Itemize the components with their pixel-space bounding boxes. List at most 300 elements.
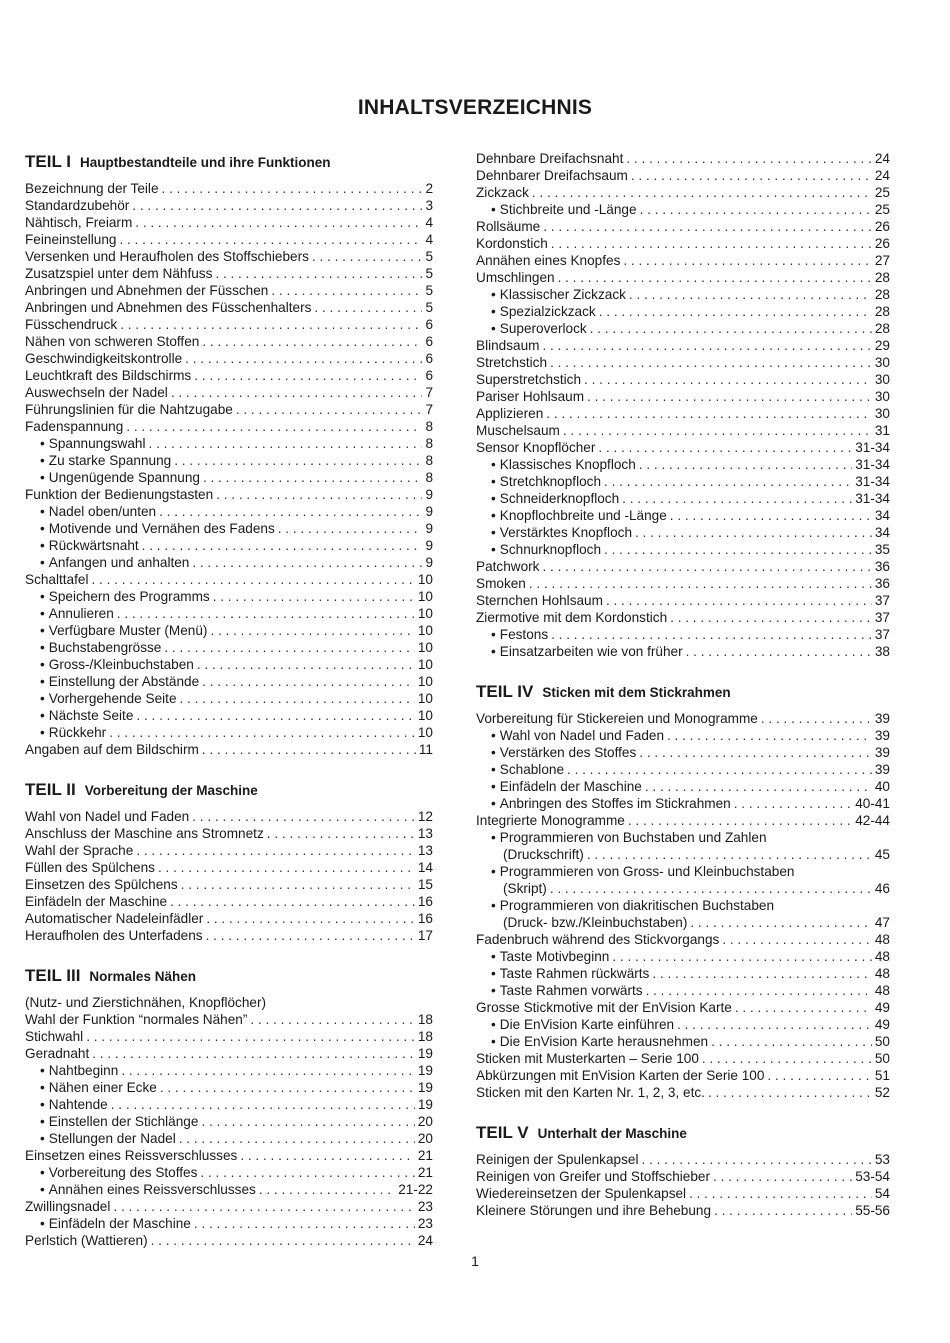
entry-page-number: 51 (874, 1068, 890, 1083)
entry-label: Fadenspannung (25, 419, 124, 434)
entry-label: Automatischer Nadeleinfädler (25, 911, 204, 926)
entry-page-number: 48 (874, 966, 890, 981)
entry-label: • Zu starke Spannung (48, 453, 172, 468)
leader-dots (767, 1067, 871, 1084)
entry-label: Programmieren von Gross- und Kleinbuchstaben (499, 864, 795, 879)
entry-label: • Taste Motivbeginn (499, 949, 610, 964)
toc-entry (25, 741, 433, 758)
toc-subentry (476, 320, 890, 337)
entry-page-number: 11 (418, 742, 433, 757)
entry-page-number: 21-22 (398, 1182, 433, 1197)
entry-page-number: 8 (425, 470, 433, 485)
entry-label: Grosse Stickmotive mit der EnVision Karte (476, 1000, 732, 1015)
entry-label: • Schneiderknopfloch (499, 491, 620, 506)
entry-page-number: 10 (417, 674, 433, 689)
leader-dots (202, 673, 415, 690)
entry-label: Annähen eines Knopfes (476, 253, 621, 268)
leader-dots (271, 282, 422, 299)
leader-dots (714, 1202, 852, 1219)
toc-subentry (476, 1016, 890, 1033)
entry-label: • Superoverlock (499, 321, 587, 336)
leader-dots (587, 846, 872, 863)
leader-dots (206, 910, 415, 927)
toc-subentry (25, 1096, 433, 1113)
section-title: Unterhalt der Maschine (537, 1126, 687, 1141)
leader-dots (117, 605, 415, 622)
leader-dots (179, 1130, 415, 1147)
entry-page-number: 19 (417, 1046, 433, 1061)
leader-dots (626, 150, 872, 167)
entry-label: Wahl der Funktion “normales Nähen” (25, 1012, 248, 1027)
entry-label: Rollsäume (476, 219, 541, 234)
entry-label: • Taste Rahmen vorwärts (499, 983, 643, 998)
entry-page-number: 21 (417, 1165, 433, 1180)
entry-label: Umschlingen (476, 270, 555, 285)
toc-entry (25, 1011, 433, 1028)
section-heading (25, 780, 433, 800)
leader-dots (690, 914, 872, 931)
entry-page-number: 6 (425, 351, 433, 366)
page-title: INHALTSVERZEICHNIS (357, 96, 593, 119)
entry-page-number: 30 (874, 355, 890, 370)
entry-page-number: 18 (417, 1029, 433, 1044)
entry-label: • Stellungen der Nadel (48, 1131, 176, 1146)
toc-entry (476, 609, 890, 626)
entry-page-number: 10 (417, 657, 433, 672)
entry-label: (Skript) (503, 881, 547, 896)
entry-page-number: 5 (425, 266, 433, 281)
toc-subentry (476, 948, 890, 965)
toc-subentry (25, 639, 433, 656)
toc-subentry-continuation (476, 914, 890, 931)
leader-dots (670, 609, 872, 626)
entry-label: Reinigen der Spulenkapsel (476, 1152, 639, 1167)
leader-dots (109, 724, 415, 741)
leader-dots (542, 337, 871, 354)
leader-dots (120, 316, 422, 333)
toc-left-column (25, 150, 433, 1249)
entry-label: Schalttafel (25, 572, 89, 587)
entry-page-number: 18 (417, 1012, 433, 1027)
entry-page-number: 36 (874, 576, 890, 591)
leader-dots (267, 825, 415, 842)
entry-page-number: 8 (425, 436, 433, 451)
entry-page-number: 6 (425, 368, 433, 383)
entry-label: Einsetzen eines Reissverschlusses (25, 1148, 238, 1163)
entry-page-number: 2 (425, 181, 433, 196)
entry-label: • Nähen einer Ecke (48, 1080, 157, 1095)
entry-label: Sensor Knopflöcher (476, 440, 596, 455)
toc-subentry (476, 761, 890, 778)
toc-subentry (25, 690, 433, 707)
entry-label: Abkürzungen mit EnVision Karten der Serie 100 (476, 1068, 765, 1083)
section-title: Normales Nähen (89, 969, 196, 984)
entry-page-number: 30 (874, 406, 890, 421)
entry-page-number: 10 (417, 640, 433, 655)
leader-dots (542, 558, 871, 575)
entry-page-number: 26 (874, 219, 890, 234)
toc-entry (25, 282, 433, 299)
entry-page-number: 48 (874, 932, 890, 947)
leader-dots (711, 1033, 872, 1050)
leader-dots (550, 354, 872, 371)
entry-label: • Die EnVision Karte herausnehmen (499, 1034, 709, 1049)
leader-dots (702, 1050, 872, 1067)
part-label: TEIL III (25, 966, 81, 985)
entry-label: Anbringen und Abnehmen der Füsschen (25, 283, 269, 298)
entry-label: Zwillingsnadel (25, 1199, 111, 1214)
toc-entry (25, 384, 433, 401)
entry-page-number: 54 (874, 1186, 890, 1201)
entry-page-number: 7 (425, 385, 433, 400)
entry-page-number: 8 (425, 419, 433, 434)
leader-dots (194, 1215, 415, 1232)
toc-subentry (25, 588, 433, 605)
entry-label: Perlstich (Wattieren) (25, 1233, 148, 1248)
entry-page-number: 37 (874, 627, 890, 642)
entry-page-number: 25 (874, 185, 890, 200)
toc-subentry (25, 707, 433, 724)
toc-entry (25, 197, 433, 214)
entry-label: • Vorbereitung des Stoffes (48, 1165, 198, 1180)
leader-dots (213, 588, 415, 605)
toc-subentry (25, 1164, 433, 1181)
entry-page-number: 6 (425, 317, 433, 332)
leader-dots (210, 622, 414, 639)
entry-label: Patchwork (476, 559, 540, 574)
entry-page-number: 28 (874, 321, 890, 336)
leader-dots (640, 201, 872, 218)
entry-label: Programmieren von Buchstaben und Zahlen (499, 830, 767, 845)
entry-label: • Annulieren (48, 606, 114, 621)
entry-label: Smoken (476, 576, 526, 591)
entry-page-number: 31-34 (855, 491, 890, 506)
toc-subentry (476, 507, 890, 524)
entry-label: • Einstellen der Stichlänge (48, 1114, 199, 1129)
entry-label: Pariser Hohlsaum (476, 389, 585, 404)
leader-dots (119, 231, 422, 248)
leader-dots (584, 371, 872, 388)
entry-page-number: 5 (425, 300, 433, 315)
toc-entry (476, 405, 890, 422)
entry-page-number: 5 (425, 283, 433, 298)
toc-subentry (476, 829, 890, 846)
toc-entry (476, 218, 890, 235)
toc-subentry (25, 554, 433, 571)
leader-dots (91, 571, 414, 588)
entry-page-number: 45 (874, 847, 890, 862)
entry-label: Funktion der Bedienungstasten (25, 487, 214, 502)
leader-dots (278, 520, 423, 537)
leader-dots (142, 537, 423, 554)
entry-page-number: 30 (874, 389, 890, 404)
entry-page-number: 50 (874, 1051, 890, 1066)
entry-page-number: 10 (417, 725, 433, 740)
toc-entry (476, 235, 890, 252)
leader-dots (587, 388, 872, 405)
entry-label: • Stichbreite und -Länge (499, 202, 637, 217)
toc-entry (25, 1232, 433, 1249)
leader-dots (121, 1062, 415, 1079)
entry-label: • Motivende und Vernähen des Fadens (48, 521, 275, 536)
leader-dots (216, 486, 422, 503)
entry-label: Blindsaum (476, 338, 540, 353)
entry-label: Dehnbare Dreifachsnaht (476, 151, 624, 166)
entry-label: (Nutz- und Zierstichnähen, Knopflöcher) (25, 995, 267, 1010)
toc-entry (476, 252, 890, 269)
leader-dots (236, 401, 423, 418)
entry-page-number: 13 (417, 826, 433, 841)
entry-page-number: 20 (417, 1114, 433, 1129)
toc-subentry (25, 673, 433, 690)
entry-page-number: 39 (874, 711, 890, 726)
toc-entry (25, 299, 433, 316)
toc-subentry (476, 1033, 890, 1050)
toc-subentry (476, 643, 890, 660)
entry-label: Leuchtkraft des Bildschirms (25, 368, 192, 383)
entry-page-number: 38 (874, 644, 890, 659)
toc-subentry (476, 863, 890, 880)
leader-dots (639, 456, 852, 473)
entry-page-number: 53 (874, 1152, 890, 1167)
entry-page-number: 19 (417, 1080, 433, 1095)
entry-page-number: 19 (417, 1063, 433, 1078)
entry-label: Anbringen und Abnehmen des Füsschenhalters (25, 300, 312, 315)
leader-dots (171, 384, 423, 401)
entry-label: Vorbereitung für Stickereien und Monogramme (476, 711, 758, 726)
toc-entry (476, 269, 890, 286)
entry-label: Nähen von schweren Stoffen (25, 334, 200, 349)
toc-entry (25, 1147, 433, 1164)
leader-dots (604, 473, 852, 490)
entry-label: Wahl der Sprache (25, 843, 134, 858)
toc-subentry (25, 1130, 433, 1147)
entry-label: Auswechseln der Nadel (25, 385, 168, 400)
leader-dots (529, 575, 872, 592)
entry-page-number: 39 (874, 728, 890, 743)
leader-dots (606, 592, 872, 609)
entry-page-number: 24 (874, 168, 890, 183)
entry-label: Fadenbruch während des Stickvorgangs (476, 932, 720, 947)
leader-dots (670, 507, 872, 524)
toc-entry (25, 231, 433, 248)
entry-page-number: 10 (417, 691, 433, 706)
toc-subentry (25, 537, 433, 554)
entry-label: Feineinstellung (25, 232, 117, 247)
entry-page-number: 55-56 (855, 1203, 890, 1218)
leader-dots (722, 931, 872, 948)
toc-subentry (476, 490, 890, 507)
toc-entry (25, 876, 433, 893)
section-heading (25, 152, 433, 172)
leader-dots (192, 554, 422, 571)
leader-dots (132, 197, 422, 214)
entry-label: Wiedereinsetzen der Spulenkapsel (476, 1186, 687, 1201)
leader-dots (151, 1232, 415, 1249)
entry-label: • Verfügbare Muster (Menü) (48, 623, 208, 638)
entry-label: Sticken mit den Karten Nr. 1, 2, 3, etc. (476, 1085, 705, 1100)
entry-label: Stichwahl (25, 1029, 84, 1044)
leader-dots (202, 333, 422, 350)
toc-entry (476, 388, 890, 405)
leader-dots (206, 927, 415, 944)
toc-entry (25, 1028, 433, 1045)
entry-page-number: 40-41 (855, 796, 890, 811)
toc-subentry (476, 897, 890, 914)
leader-dots (598, 439, 852, 456)
toc-entry (476, 354, 890, 371)
leader-dots (546, 405, 872, 422)
entry-page-number: 7 (425, 402, 433, 417)
leader-dots (639, 744, 872, 761)
leader-dots (86, 1028, 415, 1045)
entry-label: Ziermotive mit dem Kordonstich (476, 610, 668, 625)
toc-entry (476, 710, 890, 727)
entry-label: • Spezialzickzack (499, 304, 596, 319)
toc-subentry-continuation (476, 846, 890, 863)
entry-page-number: 25 (874, 202, 890, 217)
section-heading (476, 682, 890, 702)
entry-label: • Klassischer Zickzack (499, 287, 626, 302)
toc-entry (25, 180, 433, 197)
section-title: Vorbereitung der Maschine (84, 783, 258, 798)
toc-entry (476, 575, 890, 592)
toc-entry (476, 931, 890, 948)
entry-page-number: 14 (417, 860, 433, 875)
leader-dots (641, 1151, 871, 1168)
entry-label: (Druck- bzw./Kleinbuchstaben) (503, 915, 688, 930)
toc-entry (476, 1168, 890, 1185)
leader-dots (645, 778, 872, 795)
toc-subentry (25, 1079, 433, 1096)
leader-dots (170, 893, 415, 910)
entry-page-number: 10 (417, 589, 433, 604)
leader-dots (180, 690, 415, 707)
entry-page-number: 17 (417, 928, 433, 943)
leader-dots (113, 1198, 414, 1215)
entry-label: Sticken mit Musterkarten – Serie 100 (476, 1051, 699, 1066)
entry-label: Versenken und Heraufholen des Stoffschiebers (25, 249, 309, 264)
entry-label: • Einfädeln der Maschine (499, 779, 642, 794)
toc-entry (25, 333, 433, 350)
entry-label: • Klassisches Knopfloch (499, 457, 636, 472)
toc-entry (25, 248, 433, 265)
entry-page-number: 49 (874, 1000, 890, 1015)
leader-dots (314, 299, 422, 316)
entry-page-number: 9 (425, 555, 433, 570)
entry-page-number: 23 (417, 1216, 433, 1231)
entry-page-number: 23 (417, 1199, 433, 1214)
leader-dots (192, 808, 415, 825)
entry-page-number: 48 (874, 983, 890, 998)
leader-dots (194, 367, 422, 384)
entry-label: Kordonstich (476, 236, 548, 251)
entry-page-number: 5 (425, 249, 433, 264)
entry-page-number: 36 (874, 559, 890, 574)
entry-label: • Knopflochbreite und -Länge (499, 508, 667, 523)
entry-label: Programmieren von diakritischen Buchstaben (499, 898, 775, 913)
leader-dots (652, 965, 872, 982)
entry-page-number: 9 (425, 538, 433, 553)
entry-label: Anschluss der Maschine ans Stromnetz (25, 826, 264, 841)
entry-label: • Nahtbeginn (48, 1063, 119, 1078)
toc-subentry (25, 469, 433, 486)
toc-subentry (25, 1181, 433, 1198)
toc-entry (476, 1202, 890, 1219)
entry-page-number: 34 (874, 525, 890, 540)
leader-dots (185, 350, 422, 367)
toc-entry (476, 1084, 890, 1101)
entry-page-number: 10 (417, 623, 433, 638)
toc-entry (25, 927, 433, 944)
leader-dots (622, 490, 852, 507)
leader-dots (667, 727, 872, 744)
entry-label: • Einstellung der Abstände (48, 674, 200, 689)
entry-label: Reinigen von Greifer und Stoffschieber (476, 1169, 711, 1184)
leader-dots (689, 1185, 872, 1202)
entry-label: Applizieren (476, 406, 544, 421)
leader-dots (677, 1016, 872, 1033)
leader-dots (604, 541, 872, 558)
leader-dots (126, 418, 422, 435)
entry-page-number: 13 (417, 843, 433, 858)
toc-subentry (476, 626, 890, 643)
entry-label: Standardzubehör (25, 198, 130, 213)
section-heading (25, 966, 433, 986)
toc-entry (25, 808, 433, 825)
entry-page-number: 31 (874, 423, 890, 438)
leader-dots (550, 880, 872, 897)
entry-page-number: 37 (874, 610, 890, 625)
toc-subentry (476, 727, 890, 744)
leader-dots (135, 214, 422, 231)
toc-entry (476, 422, 890, 439)
entry-page-number: 40 (874, 779, 890, 794)
entry-page-number: 49 (874, 1017, 890, 1032)
leader-dots (551, 235, 872, 252)
toc-subentry (25, 1215, 433, 1232)
toc-entry (25, 825, 433, 842)
entry-page-number: 21 (417, 1148, 433, 1163)
entry-page-number: 28 (874, 270, 890, 285)
entry-page-number: 37 (874, 593, 890, 608)
toc-entry (25, 265, 433, 282)
leader-dots (558, 269, 872, 286)
entry-label: Führungslinien für die Nahtzugabe (25, 402, 233, 417)
toc-subentry (476, 965, 890, 982)
entry-label: • Spannungswahl (48, 436, 146, 451)
part-label: TEIL II (25, 780, 76, 799)
entry-page-number: 24 (417, 1233, 433, 1248)
entry-label: • Annähen eines Reissverschlusses (48, 1182, 256, 1197)
entry-label: • Rückkehr (48, 725, 107, 740)
entry-label: • Verstärktes Knopfloch (499, 525, 632, 540)
entry-label: Superstretchstich (476, 372, 582, 387)
entry-label: Füllen des Spülchens (25, 860, 155, 875)
toc-subentry (25, 435, 433, 452)
leader-dots (200, 1164, 414, 1181)
entry-page-number: 9 (425, 487, 433, 502)
toc-subentry (25, 622, 433, 639)
toc-subentry (25, 452, 433, 469)
toc-subentry-continuation (476, 880, 890, 897)
entry-label: • Festons (499, 627, 549, 642)
leader-dots (197, 656, 415, 673)
entry-label: Einsetzen des Spülchens (25, 877, 178, 892)
leader-dots (599, 303, 872, 320)
leader-dots (735, 999, 872, 1016)
entry-page-number: 9 (425, 521, 433, 536)
